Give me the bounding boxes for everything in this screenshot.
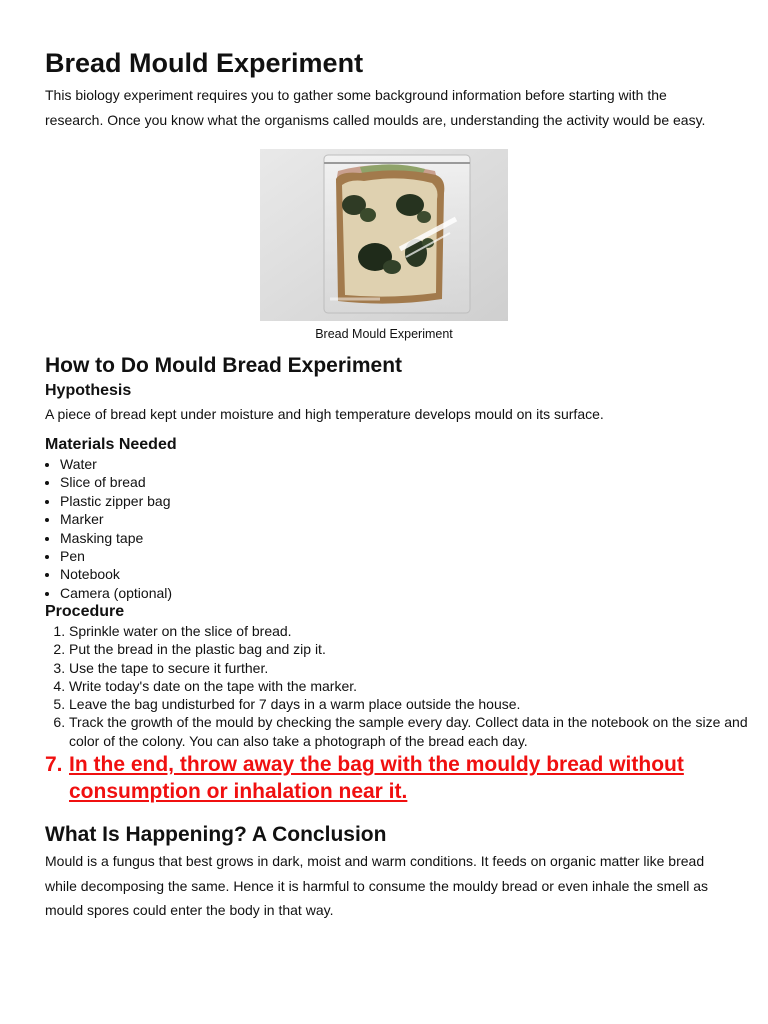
photo-caption: Bread Mould Experiment [315, 327, 453, 341]
list-item: 5. Leave the bag undisturbed for 7 days in a warm place outside the house. [69, 695, 768, 713]
materials-list [42, 455, 460, 602]
hypothesis-text: A piece of bread kept under moisture and high temperature develops mould on its surface. [45, 406, 604, 422]
list-item: • Water [60, 455, 460, 473]
list-item: • Camera (optional) [60, 584, 460, 602]
section-heading-how-to: How to Do Mould Bread Experiment [45, 354, 403, 377]
list-item: • Marker [60, 510, 460, 528]
materials-heading: Materials Needed [45, 436, 177, 453]
list-item: 2. Put the bread in the plastic bag and zip it. [69, 640, 768, 658]
list-item: • Pen [60, 547, 460, 565]
conclusion-heading: What Is Happening? A Conclusion [45, 823, 387, 846]
list-item: 4. Write today's date on the tape with the marker. [69, 677, 768, 695]
mouldy-bread-photo [260, 149, 508, 321]
warning-step-text: In the end, throw away the bag with the mouldy bread without consumption or inhalation near it. [69, 753, 684, 803]
list-item: 3. Use the tape to secure it further. [69, 659, 768, 677]
procedure-heading: Procedure [45, 603, 125, 620]
list-item: • Masking tape [60, 529, 460, 547]
hypothesis-heading: Hypothesis [45, 382, 132, 399]
list-item: • Notebook [60, 565, 460, 583]
list-item: 1. Sprinkle water on the slice of bread. [69, 622, 768, 640]
procedure-list [45, 622, 768, 750]
warning-step [45, 751, 745, 805]
list-item: • Slice of bread [60, 473, 460, 491]
warning-step-number: 7. [45, 753, 63, 776]
conclusion-text: Mould is a fungus that best grows in dark, moist and warm conditions. It feeds on organic matter like bread while decomposing the same. Hence it is harmful to consume the mouldy bread or even inhale the smell as mould spores could enter the body in that way. [45, 853, 709, 918]
page-title: Bread Mould Experiment [45, 48, 364, 78]
intro-paragraph: This biology experiment requires you to gather some background information before starting with the research. Once you know what the organisms called moulds are, understanding the activity would be easy. [45, 87, 706, 128]
list-item: 6. Track the growth of the mould by checking the sample every day. Collect data in the notebook on the size and color of the colony. You can also take a photograph of the bread each day. [69, 713, 768, 750]
list-item: • Plastic zipper bag [60, 492, 460, 510]
